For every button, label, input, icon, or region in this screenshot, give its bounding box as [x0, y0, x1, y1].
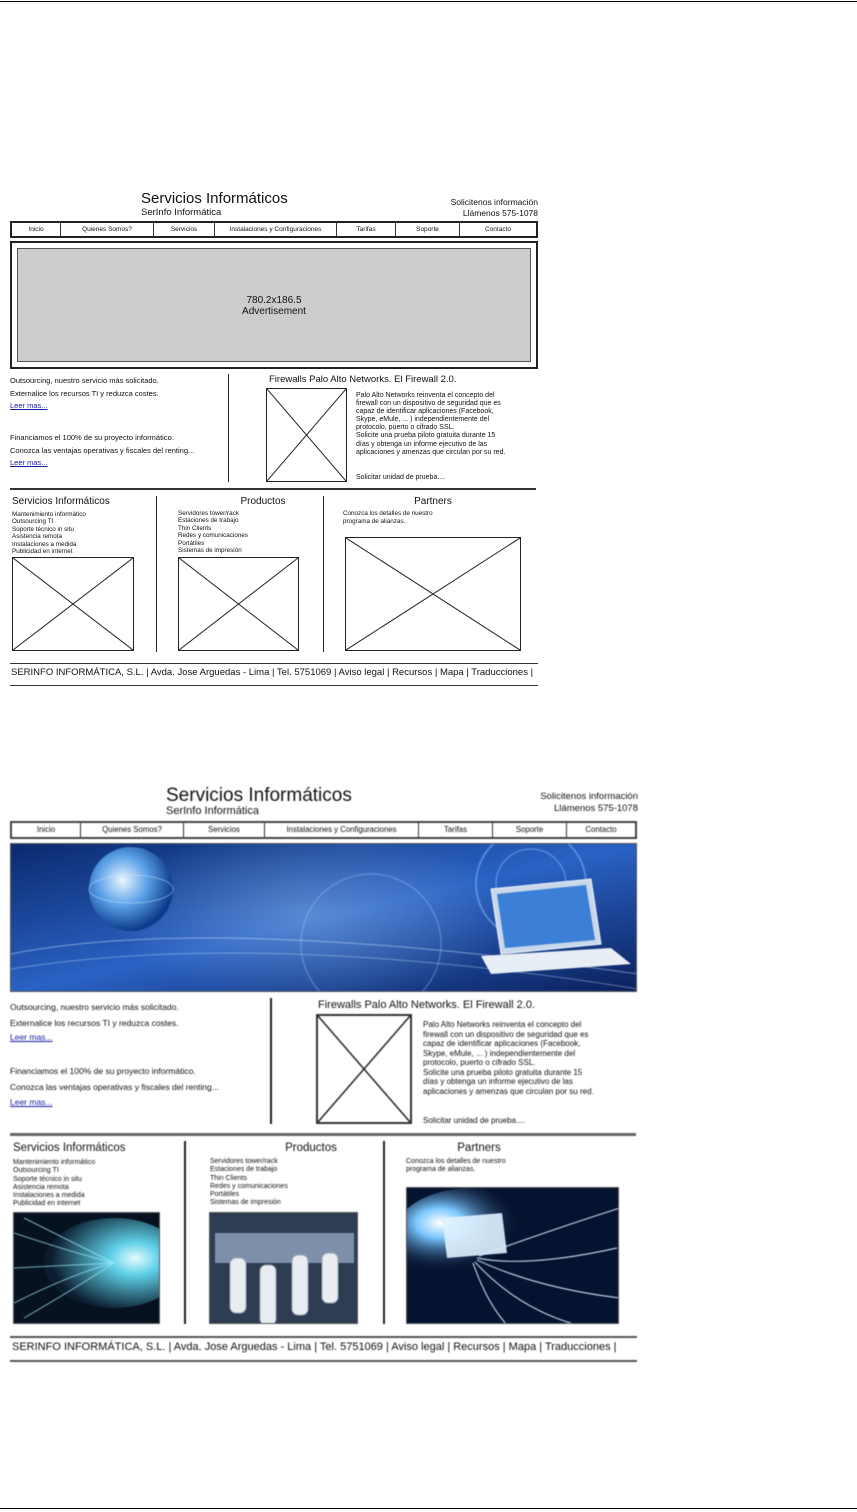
firewall-text-1: Palo Alto Networks reinventa el concepto del — [423, 1020, 582, 1029]
column-divider-1 — [184, 1141, 186, 1324]
services-item-6[interactable]: Publicidad en internet — [12, 548, 73, 556]
promo-read-more-link-1[interactable]: Leer mas... — [10, 401, 48, 410]
nav-item-inicio[interactable]: Inicio — [12, 823, 81, 837]
promo-line-3: Financiamos el 100% de su proyecto informático. — [10, 1066, 196, 1076]
products-image-placeholder — [178, 557, 299, 651]
nav-item-instalaciones[interactable]: Instalaciones y Configuraciones — [265, 823, 419, 837]
contact-line-1: Solicitenos información — [450, 197, 538, 207]
firewall-text-8: aplicaciones y amenzas que circulan por su red. — [356, 448, 506, 456]
firewall-image-placeholder — [266, 388, 347, 482]
partners-image — [406, 1187, 619, 1324]
hero-banner-artwork — [11, 844, 637, 992]
products-item-4[interactable]: Redes y comunicaciones — [210, 1182, 288, 1190]
partners-text — [406, 1158, 506, 1175]
nav-item-tarifas[interactable]: Tarifas — [337, 223, 396, 236]
promo-line-4: Conozca las ventajas operativas y fiscales del renting... — [10, 1082, 219, 1092]
promo-line-2: Externalice los recursos TI y reduzca costes. — [10, 389, 159, 398]
products-item-2[interactable]: Estaciones de trabajo — [210, 1166, 278, 1174]
products-item-3[interactable]: Thin Clients — [178, 524, 212, 532]
firewall-cta-link[interactable]: Solicitar unidad de prueba.... — [356, 474, 446, 481]
firewall-body — [423, 1020, 594, 1096]
main-nav — [10, 221, 538, 238]
services-image-placeholder — [12, 557, 134, 651]
section-rule — [10, 488, 536, 490]
firewall-text-7: días y obtenga un informe ejecutivo de las — [423, 1077, 573, 1086]
products-item-6[interactable]: Sistemas de impresión — [178, 547, 242, 555]
nav-item-servicios[interactable]: Servicios — [154, 223, 215, 236]
firewall-text-5: protocolo, puerto o cifrado SSL. — [356, 424, 455, 432]
footer-rule-top — [10, 1336, 637, 1338]
nav-item-servicios[interactable]: Servicios — [184, 823, 265, 837]
promo-line-3: Financiamos el 100% de su proyecto informático. — [10, 433, 174, 442]
services-item-1[interactable]: Mantenimiento informático — [13, 1159, 96, 1166]
nav-item-quienes-somos[interactable]: Quienes Somos? — [61, 223, 154, 236]
products-item-2[interactable]: Estaciones de trabajo — [178, 517, 239, 525]
services-image — [13, 1212, 160, 1324]
nav-item-contacto[interactable]: Contacto — [484, 226, 512, 233]
promo-read-more-link-2[interactable]: Leer mas... — [10, 1097, 53, 1107]
firewall-title: Firewalls Palo Alto Networks. El Firewall 2.0. — [269, 374, 457, 385]
nav-item-quienes-somos[interactable]: Quienes Somos? — [81, 823, 184, 837]
banner-advertisement[interactable] — [17, 248, 531, 362]
promo-divider — [270, 998, 272, 1124]
products-item-5[interactable]: Portátiles — [210, 1191, 240, 1199]
contact-line-2: Llámenos 575-1078 — [462, 208, 538, 218]
main-nav — [10, 821, 637, 839]
firewall-text-6: Solicite una prueba piloto gratuita durante 15 — [423, 1067, 583, 1077]
partners-text — [343, 510, 433, 525]
firewall-text-1: Palo Alto Networks reinventa el concepto del — [356, 392, 495, 399]
products-column-title: Productos — [285, 1142, 337, 1154]
rendered-mockup — [0, 770, 857, 1470]
firewall-text-2: firewall con un dispositivo de seguridad que es — [356, 400, 501, 408]
partners-image-placeholder — [345, 537, 521, 651]
page-bottom-rule — [0, 1508, 857, 1509]
products-image-artwork — [210, 1213, 358, 1324]
firewall-text-3: capaz de identificar aplicaciones (Facebook, — [356, 408, 494, 416]
promo-read-more-link-1[interactable]: Leer mas... — [10, 1032, 53, 1042]
products-list — [178, 510, 248, 554]
partners-image-artwork — [407, 1188, 619, 1324]
services-item-5[interactable]: Instalaciones a medida — [12, 540, 77, 548]
firewall-text-6: Solicite una prueba piloto gratuita durante 15 — [356, 432, 496, 440]
services-item-3[interactable]: Soporte técnico in situ — [12, 525, 74, 533]
partners-text-1: Conozca los detalles de nuestro — [343, 510, 433, 517]
promo-line-4: Conozca las ventajas operativas y fiscales del renting... — [10, 446, 195, 455]
promo-read-more-link-2[interactable]: Leer mas... — [10, 458, 48, 467]
footer-text: SERINFO INFORMÁTICA, S.L. | Avda. Jose Arguedas - Lima | Tel. 5751069 | Aviso legal | Recursos | Mapa | Traducciones | — [12, 1341, 617, 1353]
firewall-image-placeholder — [316, 1014, 412, 1124]
products-item-3[interactable]: Thin Clients — [210, 1174, 247, 1182]
products-item-1[interactable]: Servidores tower/rack — [178, 510, 239, 517]
column-divider-2 — [383, 1141, 385, 1324]
firewall-text-7: días y obtenga un informe ejecutivo de las — [356, 440, 488, 448]
services-list — [13, 1159, 95, 1209]
products-item-6[interactable]: Sistemas de impresión — [210, 1199, 281, 1207]
firewall-text-3: capaz de identificar aplicaciones (Facebook, — [423, 1039, 581, 1048]
promo-line-2: Externalice los recursos TI y reduzca costes. — [10, 1018, 179, 1028]
partners-text-2: programa de alianzas. — [406, 1166, 476, 1174]
services-item-6[interactable]: Publicidad en internet — [13, 1200, 81, 1208]
services-item-1[interactable]: Mantenimiento informático — [12, 511, 86, 518]
footer-rule-bottom — [10, 1360, 637, 1362]
contact-line-1: Solicitenos información — [540, 791, 638, 802]
products-image — [209, 1212, 358, 1324]
nav-item-soporte[interactable]: Soporte — [493, 823, 567, 837]
nav-item-inicio[interactable]: Inicio — [12, 223, 61, 236]
footer-rule-top — [10, 663, 538, 664]
products-item-1[interactable]: Servidores tower/rack — [210, 1158, 278, 1165]
products-item-5[interactable]: Portátiles — [178, 539, 205, 547]
wireframe-mockup — [0, 0, 857, 700]
services-list — [12, 511, 86, 555]
firewall-text-5: protocolo, puerto o cifrado SSL. — [423, 1058, 536, 1067]
partners-text-1: Conozca los detalles de nuestro — [406, 1158, 506, 1165]
nav-item-soporte[interactable]: Soporte — [396, 223, 460, 236]
services-item-2[interactable]: Outsourcing TI — [13, 1167, 59, 1175]
services-item-2[interactable]: Outsourcing TI — [12, 518, 54, 526]
hero-banner-image[interactable] — [10, 843, 637, 992]
banner-size-label: 780.2x186.5 — [246, 295, 302, 306]
firewall-text-4: Skype, eMule, ... ) independientemente del — [356, 416, 490, 424]
services-item-4[interactable]: Asistencia remota — [13, 1183, 69, 1191]
nav-item-instalaciones[interactable]: Instalaciones y Configuraciones — [215, 223, 337, 236]
services-item-4[interactable]: Asistencia remota — [12, 533, 63, 541]
services-column-title: Servicios Informáticos — [13, 1142, 126, 1154]
firewall-body — [356, 392, 505, 457]
services-item-5[interactable]: Instalaciones a medida — [13, 1192, 85, 1200]
footer-text: SERINFO INFORMÁTICA, S.L. | Avda. Jose Arguedas - Lima | Tel. 5751069 | Aviso legal | Recursos | Mapa | Traducciones | — [11, 667, 534, 678]
firewall-text-8: aplicaciones y amenzas que circulan por su red. — [423, 1086, 594, 1096]
section-rule — [10, 1133, 636, 1136]
promo-line-1: Outsourcing, nuestro servicio más solicitado. — [10, 376, 159, 385]
banner-label: Advertisement — [242, 306, 306, 317]
contact-line-2: Llámenos 575-1078 — [554, 803, 638, 814]
partners-text-2: programa de alianzas. — [343, 517, 406, 525]
footer-rule-bottom — [10, 685, 538, 686]
nav-item-tarifas[interactable]: Tarifas — [419, 823, 493, 837]
promo-line-1: Outsourcing, nuestro servicio más solicitado. — [10, 1002, 179, 1012]
site-subtitle: SerInfo Informática — [166, 805, 259, 817]
firewall-title: Firewalls Palo Alto Networks. El Firewall 2.0. — [318, 999, 536, 1011]
promo-divider — [228, 374, 229, 482]
products-list — [210, 1158, 288, 1208]
column-divider-1 — [156, 496, 157, 652]
partners-column-title: Partners — [414, 496, 452, 507]
products-item-4[interactable]: Redes y comunicaciones — [178, 532, 249, 540]
partners-column-title: Partners — [457, 1142, 501, 1154]
column-divider-2 — [323, 496, 324, 652]
site-title: Servicios Informáticos — [166, 785, 352, 806]
services-image-artwork — [14, 1213, 160, 1324]
services-column-title: Servicios Informáticos — [12, 496, 110, 507]
products-column-title: Productos — [240, 496, 286, 507]
nav-item-contacto[interactable]: Contacto — [585, 825, 617, 834]
firewall-text-4: Skype, eMule, ... ) independientemente del — [423, 1048, 576, 1058]
firewall-text-2: firewall con un dispositivo de seguridad que es — [423, 1029, 589, 1039]
firewall-cta-link[interactable]: Solicitar unidad de prueba.... — [423, 1116, 525, 1125]
site-title: Servicios Informáticos — [141, 190, 288, 207]
site-subtitle: SerInfo Informática — [141, 207, 222, 218]
services-item-3[interactable]: Soporte técnico in situ — [13, 1175, 82, 1183]
